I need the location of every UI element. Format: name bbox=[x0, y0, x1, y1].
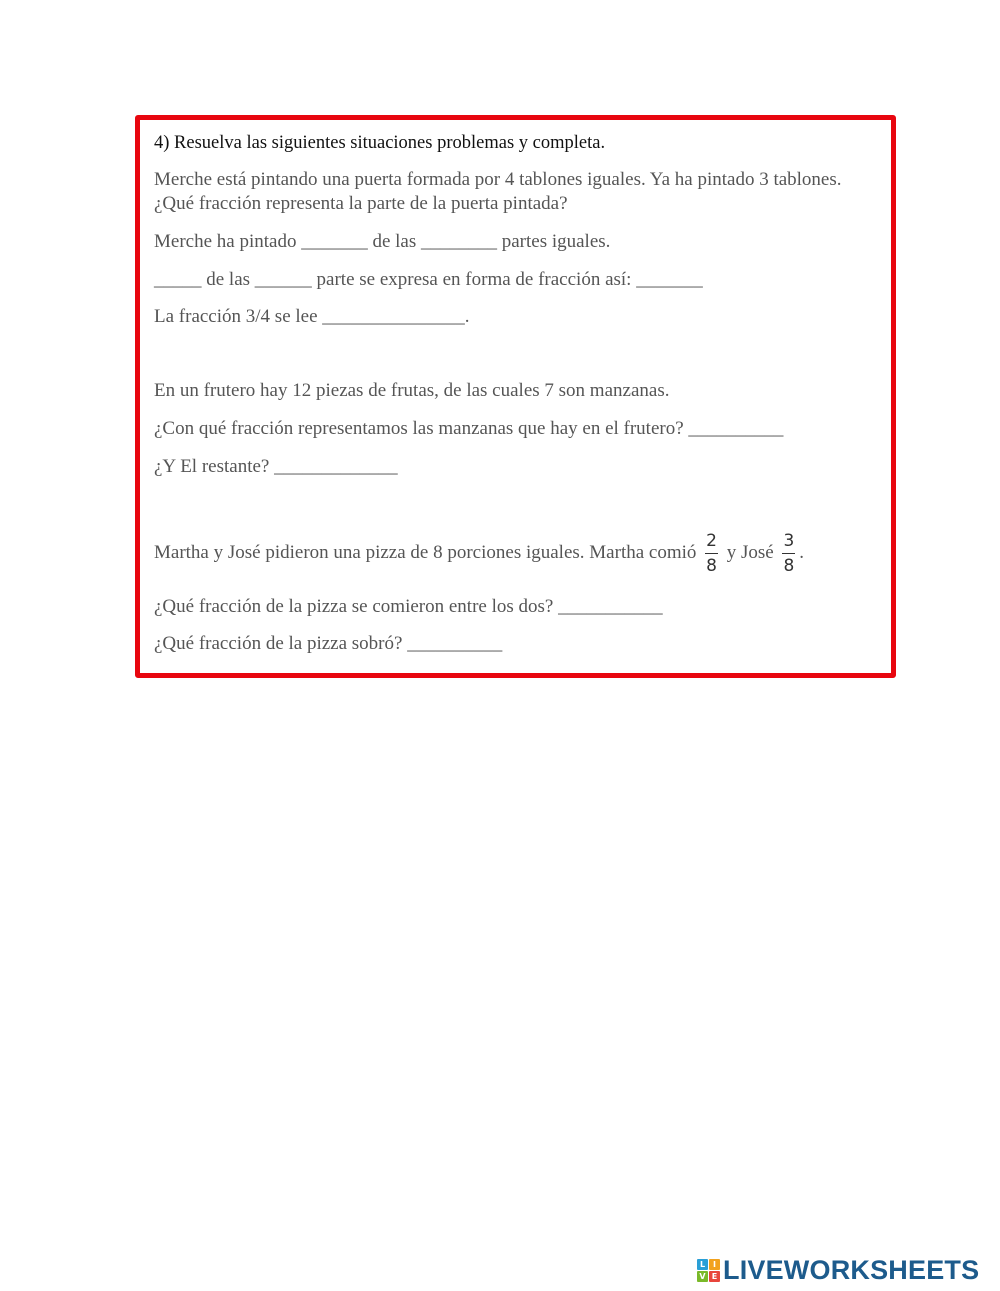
problem1-blank-sentence1: Merche ha pintado _______ de las ________ partes iguales. bbox=[154, 231, 611, 252]
problem3-question1: ¿Qué fracción de la pizza se comieron entre los dos? ___________ bbox=[154, 596, 663, 617]
fraction2-numerator: 3 bbox=[782, 531, 795, 554]
problem2-statement: En un frutero hay 12 piezas de frutas, de las cuales 7 son manzanas. bbox=[154, 380, 670, 401]
problem2-question2: ¿Y El restante? _____________ bbox=[154, 456, 398, 477]
problem3-text-after: . bbox=[799, 542, 805, 563]
fraction2-denominator: 8 bbox=[783, 556, 795, 577]
problem1-blank-sentence2: _____ de las ______ parte se expresa en forma de fracción así: _______ bbox=[154, 269, 703, 290]
problem1-statement-line1: Merche está pintando una puerta formada por 4 tablones iguales. Ya ha pintado 3 tablones. bbox=[154, 169, 842, 190]
exercise-frame bbox=[135, 115, 896, 678]
problem1-blank-sentence3: La fracción 3/4 se lee _______________. bbox=[154, 306, 470, 327]
problem2-question1: ¿Con qué fracción representamos las manzanas que hay en el frutero? __________ bbox=[154, 418, 784, 439]
fraction1-numerator: 2 bbox=[705, 531, 718, 554]
fraction-two-eighths bbox=[705, 531, 718, 576]
logo-letter-l: L bbox=[697, 1259, 708, 1270]
problem3-question2: ¿Qué fracción de la pizza sobró? __________ bbox=[154, 633, 503, 654]
problem1-question: ¿Qué fracción representa la parte de la puerta pintada? bbox=[154, 193, 568, 214]
logo-letter-v: V bbox=[697, 1271, 708, 1282]
brand-name: LIVEWORKSHEETS bbox=[723, 1254, 980, 1285]
problem3-statement bbox=[154, 526, 804, 580]
exercise-heading: 4) Resuelva las siguientes situaciones problemas y completa. bbox=[154, 133, 606, 153]
fraction1-denominator: 8 bbox=[706, 556, 717, 577]
logo-letter-e: E bbox=[709, 1271, 720, 1282]
logo-letter-i: I bbox=[709, 1259, 720, 1270]
fraction-three-eighths bbox=[782, 531, 795, 576]
liveworksheets-logo-icon bbox=[697, 1259, 720, 1282]
liveworksheets-brand bbox=[697, 1255, 979, 1285]
problem3-text-middle: y José bbox=[726, 542, 774, 563]
problem3-text-before: Martha y José pidieron una pizza de 8 porciones iguales. Martha comió bbox=[154, 542, 697, 563]
